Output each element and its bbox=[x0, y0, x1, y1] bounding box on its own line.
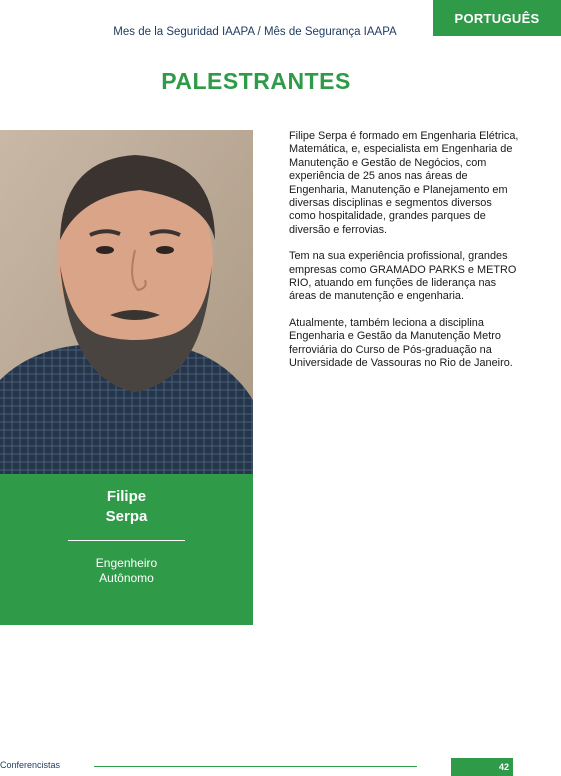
section-title: PALESTRANTES bbox=[161, 68, 351, 94]
speaker-bio bbox=[289, 130, 521, 384]
name-divider bbox=[68, 540, 185, 541]
speaker-role-line-2: Autônomo bbox=[99, 571, 154, 585]
speaker-last-name: Serpa bbox=[105, 508, 148, 525]
bio-paragraph: Tem na sua experiência profissional, grandes empresas como GRAMADO PARKS e METRO RIO, atuando em funções de liderança nas áreas de manutenção e engenharia. bbox=[289, 250, 517, 303]
speaker-role-line-1: Engenheiro bbox=[95, 556, 158, 570]
footer-section-label: Conferencistas bbox=[0, 760, 61, 770]
speaker-name-card bbox=[0, 474, 253, 625]
language-badge: PORTUGUÊS bbox=[433, 0, 561, 36]
speaker-first-name: Filipe bbox=[106, 488, 147, 505]
speaker-photo bbox=[0, 130, 253, 475]
bio-paragraph: Filipe Serpa é formado em Engenharia Elétrica, Matemática, e, especialista em Engenharia de Manutenção e Gestão de Negócios, com experiência de 25 anos nas áreas de Engenharia, Manutenção e Planejamento em diversas disciplinas e segmentos diversos como hospitalidade, grandes parques de diversão e ferrovias. bbox=[289, 130, 519, 236]
event-title: Mes de la Seguridad IAAPA / Mês de Segurança IAAPA bbox=[113, 26, 397, 38]
footer-divider bbox=[94, 766, 417, 767]
page-number: 42 bbox=[451, 758, 513, 776]
bio-paragraph: Atualmente, também leciona a disciplina Engenharia e Gestão da Manutenção Metro ferroviária do Curso de Pós-graduação na Universidade de Vassouras no Rio de Janeiro. bbox=[289, 316, 513, 370]
